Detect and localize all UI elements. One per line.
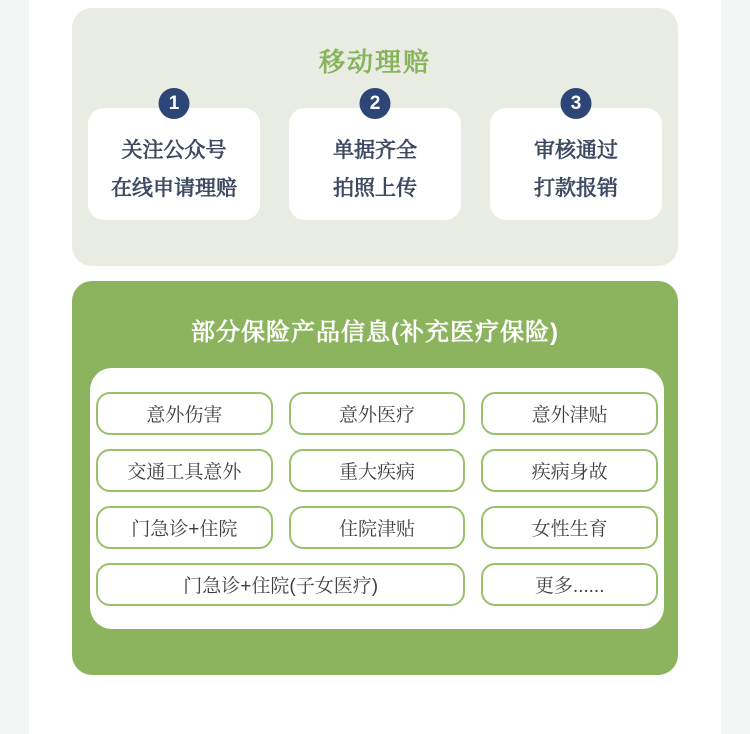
products-grid bbox=[96, 392, 658, 606]
step-1-line-1: 关注公众号 bbox=[121, 139, 227, 162]
product-chip-accident-injury[interactable]: 意外伤害 bbox=[96, 392, 273, 435]
step-1-number-badge: 1 bbox=[159, 88, 190, 119]
insurance-products-panel bbox=[72, 281, 678, 675]
product-chip-illness-death[interactable]: 疾病身故 bbox=[481, 449, 658, 492]
products-section-title: 部分保险产品信息(补充医疗保险) bbox=[191, 319, 559, 346]
product-chip-hospital-allowance[interactable]: 住院津贴 bbox=[289, 506, 466, 549]
product-chip-transport-accident[interactable]: 交通工具意外 bbox=[96, 449, 273, 492]
step-card-1 bbox=[88, 93, 260, 220]
claims-section-title: 移动理赔 bbox=[318, 47, 431, 77]
step-card-3 bbox=[490, 93, 662, 220]
step-3-number-badge: 3 bbox=[561, 88, 592, 119]
product-chip-maternity[interactable]: 女性生育 bbox=[481, 506, 658, 549]
products-grid-panel bbox=[90, 368, 664, 629]
step-2-line-1: 单据齐全 bbox=[333, 139, 417, 162]
step-3-line-2: 打款报销 bbox=[534, 177, 618, 200]
product-chip-critical-illness[interactable]: 重大疾病 bbox=[289, 449, 466, 492]
content-column bbox=[29, 0, 721, 734]
product-chip-children-medical[interactable]: 门急诊+住院(子女医疗) bbox=[96, 563, 465, 606]
step-2-line-2: 拍照上传 bbox=[333, 177, 417, 200]
product-chip-accident-medical[interactable]: 意外医疗 bbox=[289, 392, 466, 435]
step-2-number-badge: 2 bbox=[360, 88, 391, 119]
step-3-line-1: 审核通过 bbox=[534, 139, 618, 162]
mobile-claims-panel bbox=[72, 8, 678, 266]
step-card-2 bbox=[289, 93, 461, 220]
product-chip-outpatient-inpatient[interactable]: 门急诊+住院 bbox=[96, 506, 273, 549]
product-chip-more[interactable]: 更多...... bbox=[481, 563, 658, 606]
step-1-line-2: 在线申请理赔 bbox=[111, 177, 237, 200]
claims-steps-row bbox=[72, 93, 678, 220]
product-chip-accident-allowance[interactable]: 意外津贴 bbox=[481, 392, 658, 435]
